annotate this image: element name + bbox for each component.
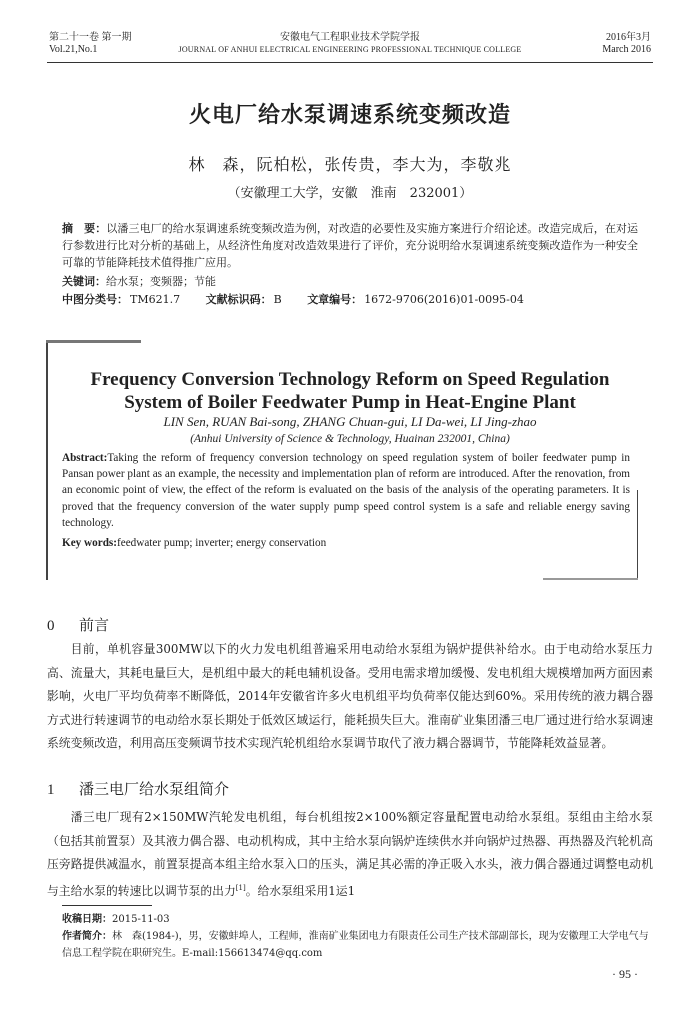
section-text-1: 潘三电厂现有2×150MW汽轮发电机组，每台机组按2×100%额定容量配置电动给水泵组。泵组由主给水泵（包括其前置泵）及其液力偶合器、电动机构成，其中主给水泵向锅炉连续供水并向锅炉过热器、再热器及汽轮机高压旁路提供减温水，前置泵提高本组主给水泵入口的压头，满足其必需的净正吸入水头，液力偶合器通过调整电动机与主给水泵的转速比以调节泵的出力[1]。给水泵组采用1运1	[47, 810, 653, 898]
running-header	[47, 28, 653, 63]
footnote: 收稿日期：2015-11-03 作者简介：林 森(1984-)，男，安徽蚌埠人，工程师，淮南矿业集团电力有限责任公司生产技术部副部长，现为安徽理工大学电气与信息工程学院在职研究生。E-mail:156613474@qq.com	[62, 914, 649, 959]
page-number: · 95 ·	[612, 967, 638, 981]
author-list: 林 森，阮柏松，张传贵，李大为，李敬兆	[188, 155, 512, 174]
paper-title: 火电厂给水泵调速系统变频改造	[188, 103, 511, 128]
issue-date: 2016年3月 March 2016	[602, 32, 651, 55]
abstract-cn: 摘 要：以潘三电厂的给水泵调速系统变频改造为例，对改造的必要性及实施方案进行介绍论述。改造完成后，在对运行参数进行比对分析的基础上，从经济性角度对改造效果进行了评价，充分说明给水泵调速系统变频改造作为一种安全可靠的节能降耗技术值得推广应用。	[62, 222, 639, 269]
footnote-divider	[62, 905, 152, 906]
english-abstract: Abstract:Taking the reform of frequency conversion technology on speed regulation system of boiler feedwater pump in Pansan power plant as an example, the necessity and implementation plan of reform are introduced. After the renovation, from an economic point of view, the effect of the reform is evaluated on the basis of the analysis of the operating parameters. It is proved that the frequency conversion of the water supply pump speed control system is a safe and reliable energy saving technology.	[62, 452, 630, 529]
affiliation: （安徽理工大学，安徽 淮南 232001）	[227, 186, 473, 201]
issue-info: 第二十一卷 第一期 Vol.21,No.1	[49, 32, 132, 55]
frame-bottom-rule	[543, 578, 638, 580]
journal-name: 安徽电气工程职业技术学院学报 JOURNAL OF ANHUI ELECTRICAL ENGINEERING PROFESSIONAL TECHNIQUE COLLEGE	[178, 32, 522, 54]
classification-line: 中图分类号： TM621.7 文献标识码： B 文章编号： 1672-9706(2016)01-0095-04	[62, 293, 524, 306]
english-keywords: Key words:feedwater pump; inverter; energy conservation	[62, 537, 327, 549]
english-title: Frequency Conversion Technology Reform on Speed Regulation System of Boiler Feedwater Pump in Heat-Engine Plant	[90, 369, 610, 413]
english-affiliation: (Anhui University of Science & Technology, Huainan 232001, China)	[190, 433, 510, 445]
citation: [1]	[235, 883, 246, 892]
section-heading-0: 0 前言	[47, 616, 110, 634]
section-text-0: 目前，单机容量300MW以下的火力发电机组普遍采用电动给水泵组为锅炉提供补给水。由于电动给水泵压力高、流量大，其耗电量巨大，是机组中最大的耗电辅机设备。受用电需求增加缓慢、发电机组大规模增加两方面因素影响，火电厂平均负荷率不断降低，2014年安徽省许多火电机组平均负荷率仅能达到60%。采用传统的液力耦合器方式进行转速调节的电动给水泵长期处于低效区域运行，能耗损失巨大。淮南矿业集团潘三电厂通过进行给水泵调速系统变频改造，利用高压变频调节技术实现汽轮机组给水泵调节取代了液力耦合器调节，节能降耗效益显著。	[47, 642, 653, 750]
keywords-cn: 关键词：给水泵；变频器；节能	[62, 275, 216, 288]
frame-right-rule	[637, 490, 639, 580]
english-authors: LIN Sen, RUAN Bai-song, ZHANG Chuan-gui, LI Da-wei, LI Jing-zhao	[163, 414, 537, 429]
section-heading-1: 1 潘三电厂给水泵组简介	[47, 780, 230, 798]
frame-top-rule	[46, 340, 141, 343]
